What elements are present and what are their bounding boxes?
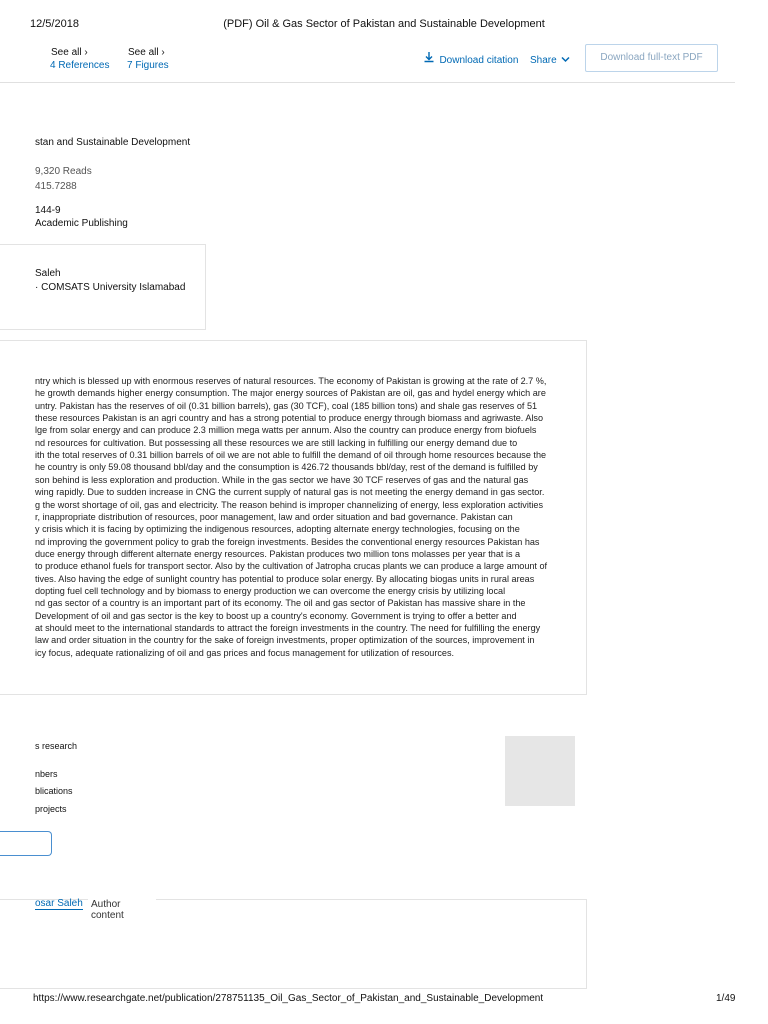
download-icon [423,50,435,68]
abstract-line: duce energy through different alternate energy resources. Pakistan produces two million tons molasses per year that is a [35,548,521,559]
abstract-line: r, inappropriate distribution of resources, poor management, law and order situation and bad governance. Pakistan can [35,511,513,522]
print-title: (PDF) Oil & Gas Sector of Pakistan and Sustainable Development [223,18,545,30]
abstract-line: dopting fuel cell technology and by biomass to energy production we can overcome the energy crisis by utilizing local [35,585,506,596]
abstract-line: nd resources for cultivation. But possessing all these resources we are still lacking in fulfilling our energy demand due to [35,437,518,448]
print-url: https://www.researchgate.net/publication/278751135_Oil_Gas_Sector_of_Pakistan_and_Sustainable_Development [33,993,544,1004]
abstract-line: untry. Pakistan has the reserves of oil (0.31 billion barrels), gas (30 TCF), coal (185 billion tons) and shale gas reserves of 51 [35,400,538,411]
publication-title: stan and Sustainable Development [35,137,191,148]
author-content-owner[interactable] [35,898,83,909]
download-citation-button[interactable] [423,50,518,68]
abstract-line: icy focus, adequate rationalizing of oil and gas prices and focus management for utilization of resources. [35,647,455,658]
author-affiliation[interactable]: · COMSATS University Islamabad [35,282,186,293]
author-content-owner-label: osar Saleh [35,898,83,909]
abstract-line: lge from solar energy and can produce 2.3 million mega watts per annum. Also the country can produce energy from biofuels [35,425,537,436]
abstract-line: he growth demands higher energy consumption. The major energy sources of Pakistan are oil, gas and hydel energy which are [35,388,546,399]
chevron-down-icon [561,50,570,68]
download-citation-label: Download citation [439,55,519,67]
research-item-projects[interactable]: projects [35,804,67,814]
abstract-line: y crisis which it is facing by optimizing the indigenous resources, adopting alternate energy technologies, focusing on the [35,524,520,535]
share-label: Share [530,55,557,67]
print-date: 12/5/2018 [30,18,79,30]
share-button[interactable] [530,50,570,68]
figures-link[interactable]: 7 Figures [127,60,169,71]
abstract-box [0,340,587,695]
abstract-line: nd gas sector of a country is an important part of its economy. The oil and gas sector of Pakistan has massive share in the [35,598,526,609]
abstract-line: nd improving the government policy to grab the foreign investments. Besides the conventional energy resources Pakistan has [35,536,540,547]
project-thumbnail [505,736,575,806]
research-item-publications[interactable]: blications [35,786,73,796]
toolbar-divider [0,82,735,83]
references-link[interactable]: 4 References [50,60,110,71]
follow-button[interactable] [0,831,52,856]
abstract-line: tives. Also having the edge of sunlight country has potential to produce solar energy. By allocating biogas units in rural areas [35,573,535,584]
abstract-line: wing rapidly. Due to sudden increase in CNG the current supply of natural gas is not meeting the energy demand in gas sector. [35,487,545,498]
abstract-line: ith the total reserves of 0.31 billion barrels of oil we are not able to fulfill the demand of oil through home resources because the [35,450,547,461]
figures-see-all[interactable]: See all › [128,47,165,58]
research-heading: s research [35,741,78,751]
research-item-members[interactable]: nbers [35,769,58,779]
reads-count: 9,320 Reads [35,166,92,177]
author-name[interactable]: Saleh [35,268,61,279]
publisher-link[interactable]: Academic Publishing [35,218,128,229]
abstract-line: ntry which is blessed up with enormous reserves of natural resources. The economy of Pakistan is growing at the rate of 2.7 %, [35,376,547,386]
abstract-line: these resources Pakistan is an agri country and has a strong potential to produce energy through biomass and agriwaste. Also [35,413,544,424]
print-page-number: 1/49 [716,993,736,1004]
abstract-line: to produce ethanol fuels for transport sector. Also by the cultivation of Jatropha crucas plants we can produce a large amount of [35,561,548,572]
abstract-line: at should meet to the international standards to attract the foreign investments in the country. The need for fulfilling the energy [35,623,541,633]
abstract-line: g the worst shortage of oil, gas and electricity. The reason behind is improper channelizing of energy, less exploration activities [35,499,544,510]
isbn-value: 144-9 [35,205,61,216]
author-content-tab[interactable]: Author content [88,899,156,913]
abstract-line: Development of oil and gas sector is the key to boost up a country's economy. Government is trying to offer a better and [35,610,517,621]
doi-value: 415.7288 [35,181,77,192]
abstract-line: son behind is less exploration and production. While in the gas sector we have 30 TCF reserves of gas and the natural gas [35,474,529,485]
author-card [0,244,206,330]
download-full-text-pdf-button[interactable]: Download full-text PDF [585,44,718,72]
abstract-line: he country is only 59.08 thousand bbl/day and the consumption is 426.72 thousands bbl/day, rest of the demand is fulfilled by [35,462,538,473]
references-see-all[interactable]: See all › [51,47,88,58]
abstract-line: law and order situation in the country for the sake of foreign investments, proper optimization of the sources, improvement in [35,635,535,646]
